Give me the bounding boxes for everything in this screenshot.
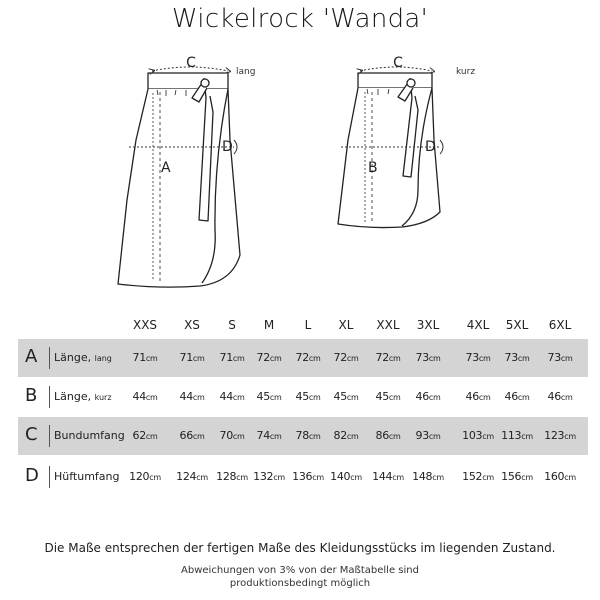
cell-value: 140: [330, 470, 351, 483]
cell-unit: cm: [149, 473, 161, 482]
tag-lang: lang: [236, 67, 256, 77]
table-cell: [220, 351, 245, 364]
table-cell: [296, 390, 321, 403]
row-letter: C: [25, 424, 38, 445]
cell-value: 72: [256, 351, 270, 364]
cell-unit: cm: [388, 354, 401, 363]
cell-value: 45: [295, 390, 309, 403]
cell-value: 73: [504, 351, 518, 364]
table-cell: [220, 390, 245, 403]
row-letter: B: [25, 385, 38, 406]
table-cell: [544, 429, 576, 442]
cell-unit: cm: [478, 393, 491, 402]
cell-value: 66: [179, 429, 193, 442]
table-cell: [257, 429, 282, 442]
cell-value: 93: [415, 429, 429, 442]
table-cell: [544, 470, 576, 483]
table-cell: [296, 429, 321, 442]
table-row-d: [18, 458, 588, 496]
row-label: [54, 351, 112, 364]
cell-value: 46: [504, 390, 518, 403]
table-cell: [501, 470, 533, 483]
row-label: [54, 470, 120, 483]
note-deviation-line2: produktionsbedingt möglich: [229, 578, 371, 589]
size-header-xxs: XXS: [132, 318, 158, 332]
table-cell: [180, 429, 205, 442]
size-header-4xl: 4XL: [466, 318, 490, 332]
cell-unit: cm: [346, 432, 359, 441]
size-header-6xl: 6XL: [548, 318, 572, 332]
cell-unit: cm: [192, 432, 205, 441]
cell-value: 45: [333, 390, 347, 403]
table-cell: [334, 429, 359, 442]
cell-value: 44: [132, 390, 146, 403]
cell-unit: cm: [388, 393, 401, 402]
cell-value: 156: [501, 470, 522, 483]
cell-value: 71: [219, 351, 233, 364]
table-cell: [548, 390, 573, 403]
cell-unit: cm: [350, 473, 362, 482]
cell-value: 120: [129, 470, 150, 483]
table-cell: [462, 470, 494, 483]
note-deviation-line1: Abweichungen von 3% von der Maßtabelle sind: [181, 565, 419, 576]
cell-unit: cm: [269, 393, 282, 402]
cell-unit: cm: [232, 393, 245, 402]
cell-unit: cm: [428, 432, 441, 441]
cell-unit: cm: [478, 354, 491, 363]
table-cell: [216, 470, 248, 483]
table-cell: [376, 429, 401, 442]
cell-value: 103: [462, 429, 483, 442]
label-d-long: D: [222, 139, 233, 155]
table-cell: [334, 390, 359, 403]
cell-value: 46: [465, 390, 479, 403]
tag-kurz: kurz: [456, 67, 476, 77]
table-cell: [257, 351, 282, 364]
size-header-s: S: [228, 318, 236, 332]
size-header-xs: XS: [184, 318, 200, 332]
table-row-a: [18, 339, 588, 377]
table-cell: [220, 429, 245, 442]
cell-value: 73: [415, 351, 429, 364]
cell-unit: cm: [428, 354, 441, 363]
cell-value: 73: [547, 351, 561, 364]
table-cell: [376, 390, 401, 403]
cell-value: 45: [375, 390, 389, 403]
cell-unit: cm: [145, 354, 158, 363]
cell-value: 82: [333, 429, 347, 442]
cell-value: 70: [219, 429, 233, 442]
table-cell: [334, 351, 359, 364]
cell-value: 132: [253, 470, 274, 483]
row-divider: [49, 347, 50, 369]
cell-unit: cm: [432, 473, 444, 482]
table-cell: [176, 470, 208, 483]
row-letter: D: [25, 465, 39, 486]
cell-unit: cm: [312, 473, 324, 482]
table-cell: [253, 470, 285, 483]
cell-value: 128: [216, 470, 237, 483]
cell-value: 152: [462, 470, 483, 483]
table-row-b: [18, 378, 588, 416]
cell-unit: cm: [269, 354, 282, 363]
label-c-short: C: [393, 55, 403, 71]
cell-unit: cm: [482, 432, 494, 441]
table-cell: [180, 390, 205, 403]
cell-unit: cm: [388, 432, 401, 441]
cell-unit: cm: [236, 473, 248, 482]
row-label-small: kurz: [94, 393, 112, 402]
cell-unit: cm: [560, 354, 573, 363]
cell-value: 160: [544, 470, 565, 483]
row-label-small: lang: [94, 354, 112, 363]
table-cell: [133, 429, 158, 442]
cell-unit: cm: [521, 432, 533, 441]
size-header-3xl: 3XL: [416, 318, 440, 332]
cell-unit: cm: [521, 473, 533, 482]
cell-value: 124: [176, 470, 197, 483]
table-cell: [548, 351, 573, 364]
cell-unit: cm: [269, 432, 282, 441]
label-a: A: [161, 160, 171, 176]
cell-unit: cm: [145, 432, 158, 441]
cell-unit: cm: [145, 393, 158, 402]
table-cell: [257, 390, 282, 403]
table-cell: [416, 429, 441, 442]
cell-value: 46: [547, 390, 561, 403]
row-label: [54, 429, 125, 442]
cell-unit: cm: [192, 354, 205, 363]
row-label-text: Bundumfang: [54, 429, 125, 442]
cell-unit: cm: [392, 473, 404, 482]
cell-unit: cm: [564, 432, 576, 441]
row-label-text: Länge,: [54, 390, 92, 403]
note-measurements: Die Maße entsprechen der fertigen Maße des Kleidungsstücks im liegenden Zustand.: [44, 541, 556, 555]
cell-unit: cm: [482, 473, 494, 482]
table-cell: [505, 390, 530, 403]
table-cell: [296, 351, 321, 364]
table-cell: [180, 351, 205, 364]
cell-value: 45: [256, 390, 270, 403]
row-label-text: Länge,: [54, 351, 92, 364]
cell-value: 44: [179, 390, 193, 403]
row-label: [54, 390, 112, 403]
cell-unit: cm: [346, 354, 359, 363]
row-divider: [49, 386, 50, 408]
cell-value: 78: [295, 429, 309, 442]
cell-unit: cm: [308, 393, 321, 402]
table-cell: [416, 351, 441, 364]
cell-value: 123: [544, 429, 565, 442]
table-cell: [412, 470, 444, 483]
size-header: [0, 318, 600, 336]
size-header-xl: XL: [338, 318, 354, 332]
skirt-long-drawing: [118, 73, 240, 287]
table-cell: [416, 390, 441, 403]
cell-unit: cm: [564, 473, 576, 482]
cell-unit: cm: [517, 354, 530, 363]
cell-value: 62: [132, 429, 146, 442]
cell-value: 71: [132, 351, 146, 364]
cell-unit: cm: [308, 432, 321, 441]
table-row-c: [18, 417, 588, 455]
cell-value: 72: [375, 351, 389, 364]
cell-value: 71: [179, 351, 193, 364]
cell-value: 46: [415, 390, 429, 403]
table-cell: [376, 351, 401, 364]
cell-value: 72: [333, 351, 347, 364]
cell-unit: cm: [346, 393, 359, 402]
cell-unit: cm: [308, 354, 321, 363]
table-cell: [462, 429, 494, 442]
note-deviation: [0, 564, 600, 590]
table-cell: [292, 470, 324, 483]
cell-value: 74: [256, 429, 270, 442]
page-title: Wickelrock 'Wanda': [171, 4, 429, 34]
cell-value: 148: [412, 470, 433, 483]
table-cell: [466, 351, 491, 364]
cell-unit: cm: [560, 393, 573, 402]
cell-unit: cm: [428, 393, 441, 402]
cell-value: 44: [219, 390, 233, 403]
cell-value: 144: [372, 470, 393, 483]
cell-unit: cm: [232, 432, 245, 441]
label-d-short: D: [425, 139, 436, 155]
cell-unit: cm: [196, 473, 208, 482]
row-letter: A: [25, 346, 38, 367]
row-label-text: Hüftumfang: [54, 470, 120, 483]
row-divider: [49, 425, 50, 447]
cell-unit: cm: [517, 393, 530, 402]
label-b: B: [368, 160, 378, 176]
table-cell: [133, 390, 158, 403]
row-divider: [49, 466, 50, 488]
table-cell: [129, 470, 161, 483]
cell-unit: cm: [273, 473, 285, 482]
size-header-m: M: [263, 318, 275, 332]
table-cell: [133, 351, 158, 364]
table-cell: [330, 470, 362, 483]
table-cell: [466, 390, 491, 403]
cell-value: 136: [292, 470, 313, 483]
table-cell: [372, 470, 404, 483]
cell-value: 113: [501, 429, 522, 442]
table-cell: [501, 429, 533, 442]
cell-unit: cm: [192, 393, 205, 402]
label-c-long: C: [186, 55, 196, 71]
cell-value: 86: [375, 429, 389, 442]
size-header-l: L: [304, 318, 312, 332]
cell-unit: cm: [232, 354, 245, 363]
cell-value: 73: [465, 351, 479, 364]
size-header-xxl: XXL: [376, 318, 400, 332]
table-cell: [505, 351, 530, 364]
size-header-5xl: 5XL: [505, 318, 529, 332]
cell-value: 72: [295, 351, 309, 364]
